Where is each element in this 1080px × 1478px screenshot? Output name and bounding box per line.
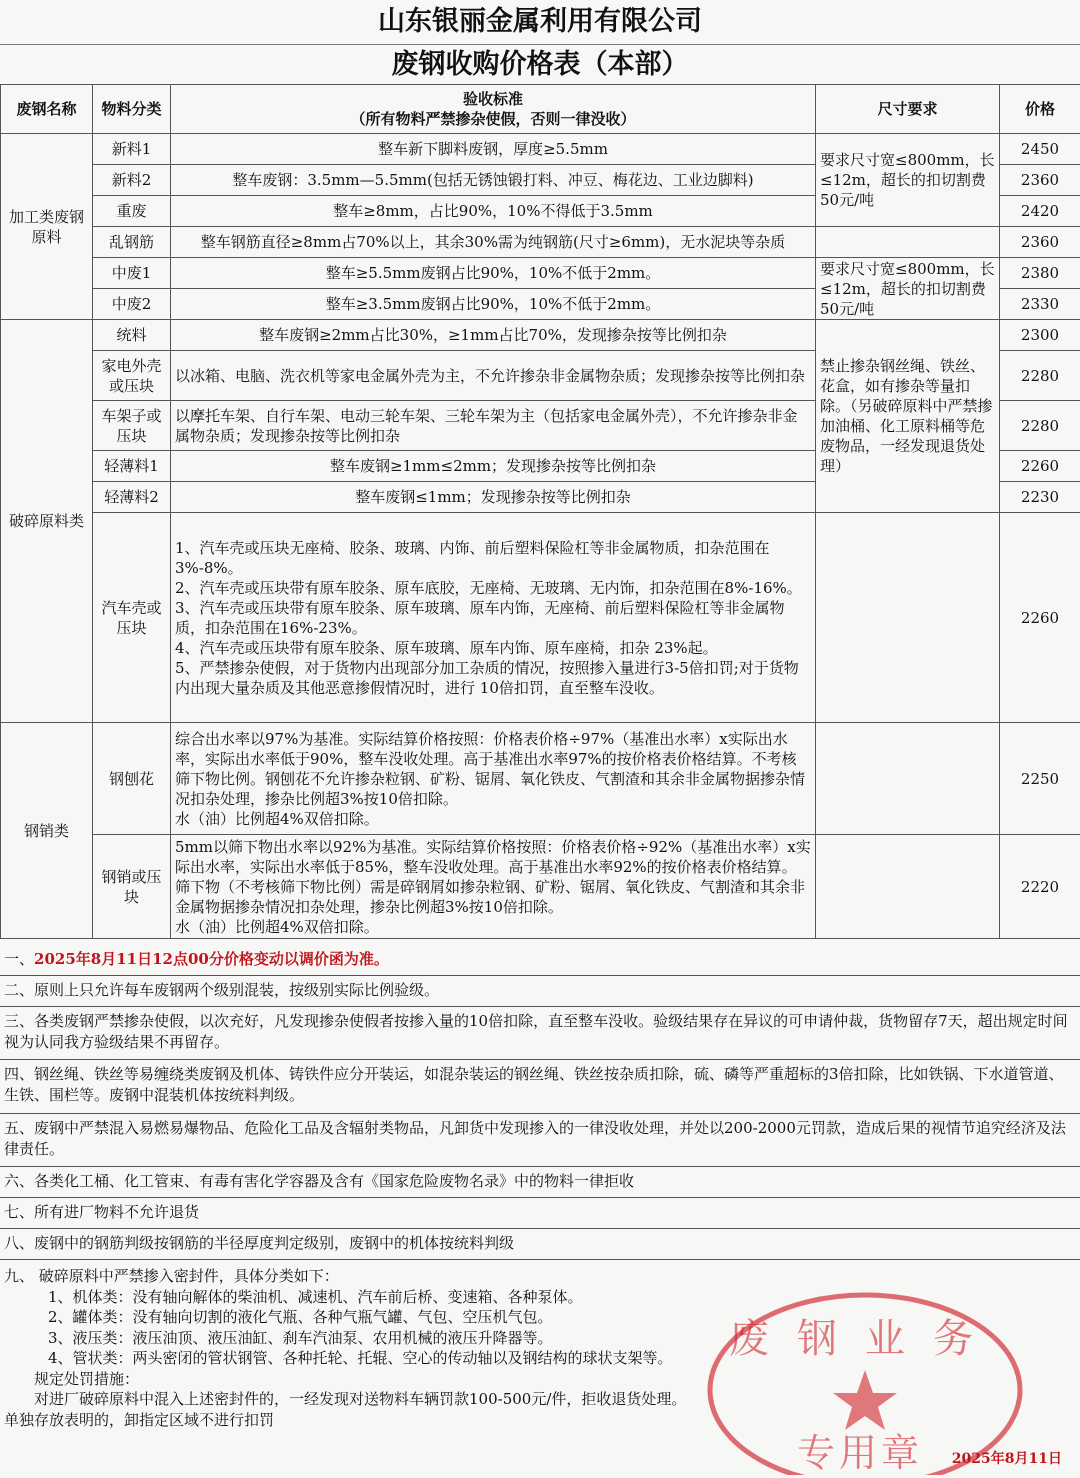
note-9-item: 4、管状类：两头密闭的管状钢管、各种托轮、托辊、空心的传动轴以及钢结构的球状支架等。 <box>48 1349 673 1367</box>
note-7: 七、所有进厂物料不允许退货 <box>0 1198 1080 1229</box>
stamp-top-text: 废钢业务 <box>729 1316 1001 1362</box>
row-category: 新料2 <box>93 165 171 196</box>
row-price: 2250 <box>1000 723 1080 835</box>
note-2: 二、原则上只允许每车废钢两个级别混装，按级别实际比例验级。 <box>0 976 1080 1007</box>
row-price: 2280 <box>1000 351 1080 401</box>
note-1 <box>0 945 1080 976</box>
row-price: 2330 <box>1000 289 1080 320</box>
row-standard: 整车≥5.5mm废钢占比90%，10%不低于2mm。 <box>171 258 816 289</box>
group-processing: 加工类废钢原料 <box>1 134 93 320</box>
header-standard-line1: 验收标准 <box>462 90 523 108</box>
row-price: 2450 <box>1000 134 1080 165</box>
header-standard <box>171 85 816 134</box>
row-price: 2300 <box>1000 320 1080 351</box>
std-line: 2、汽车壳或压块带有原车胶条、原车底胶，无座椅、无玻璃、无内饰，扣杂范围在8%-16%。 <box>175 578 802 597</box>
row-standard: 整车≥3.5mm废钢占比90%，10%不低于2mm。 <box>171 289 816 320</box>
row-category: 钢刨花 <box>93 723 171 835</box>
std-line: 水（油）比例超4%双倍扣除。 <box>175 917 379 936</box>
note-1-prefix: 一、 <box>4 950 35 968</box>
table-row <box>1 835 1080 939</box>
size-empty <box>816 227 1000 258</box>
row-standard <box>171 723 816 835</box>
note-9-last: 单独存放表明的，卸指定区域不进行扣罚 <box>4 1410 275 1429</box>
sheet-title: 废钢收购价格表（本部） <box>391 49 689 80</box>
row-standard: 以冰箱、电脑、洗衣机等家电金属外壳为主，不允许掺杂非金属物杂质；发现掺杂按等比例扣杂 <box>171 351 816 401</box>
table-header-row <box>1 85 1080 134</box>
row-category: 乱钢筋 <box>93 227 171 258</box>
header-name: 废钢名称 <box>1 85 93 134</box>
size-empty <box>816 723 1000 835</box>
row-price: 2260 <box>1000 513 1080 723</box>
note-9-item: 2、罐体类：没有轴向切割的液化气瓶、各种气瓶气罐、气包、空压机气包。 <box>48 1308 553 1326</box>
row-standard: 整车废钢：3.5mm—5.5mm(包括无锈蚀锻打料、冲豆、梅花边、工业边脚料) <box>171 165 816 196</box>
size-empty <box>816 835 1000 939</box>
row-standard <box>171 513 816 723</box>
row-standard <box>171 835 816 939</box>
row-standard: 整车新下脚料废钢，厚度≥5.5mm <box>171 134 816 165</box>
note-1-text: 2025年8月11日12点00分价格变动以调价函为准。 <box>34 950 389 968</box>
note-4: 四、钢丝绳、铁丝等易缠绕类废钢及机体、铸铁件应分开装运，如混杂装运的钢丝绳、铁丝按杂质扣除，硫、磷等严重超标的3倍扣除，比如铁锅、下水道管道、生铁、围栏等。废钢中混装机体按统料判级。 <box>0 1060 1080 1114</box>
size-req-a: 要求尺寸宽≤800mm，长≤12m，超长的扣切割费50元/吨 <box>816 134 1000 227</box>
row-category: 中废2 <box>93 289 171 320</box>
std-line: 5、严禁掺杂使假，对于货物内出现部分加工杂质的情况，按照掺入量进行3-5倍扣罚;对于货物内出现大量杂质及其他恶意掺假情况时，进行 10倍扣罚，直至整车没收。 <box>175 658 799 697</box>
row-price: 2280 <box>1000 401 1080 451</box>
company-title: 山东银丽金属利用有限公司 <box>0 0 1080 45</box>
size-empty <box>816 513 1000 723</box>
row-category: 车架子或压块 <box>93 401 171 451</box>
row-price: 2360 <box>1000 165 1080 196</box>
table-row <box>1 258 1080 289</box>
header-category: 物料分类 <box>93 85 171 134</box>
note-6: 六、各类化工桶、化工管束、有毒有害化学容器及含有《国家危险废物名录》中的物料一律拒收 <box>0 1167 1080 1198</box>
row-category: 新料1 <box>93 134 171 165</box>
row-category: 钢销或压块 <box>93 835 171 939</box>
row-category: 中废1 <box>93 258 171 289</box>
note-5: 五、废钢中严禁混入易燃易爆物品、危险化工品及含辐射类物品，凡卸货中发现掺入的一律没收处理，并处以200-2000元罚款，造成后果的视情节追究经济及法律责任。 <box>0 1114 1080 1167</box>
header-size: 尺寸要求 <box>816 85 1000 134</box>
row-standard: 整车≥8mm，占比90%，10%不得低于3.5mm <box>171 196 816 227</box>
note-8: 八、废钢中的钢筋判级按钢筋的半径厚度判定级别，废钢中的机体按统料判级 <box>0 1229 1080 1260</box>
title-block <box>0 0 1080 85</box>
notes-section <box>0 945 1080 1430</box>
table-row <box>1 513 1080 723</box>
note-9-head: 九、 破碎原料中严禁掺入密封件，具体分类如下： <box>4 1267 339 1285</box>
header-standard-line2: （所有物料严禁掺杂使假，否则一律没收） <box>350 110 636 128</box>
note-9-item: 1、机体类：没有轴向解体的柴油机、减速机、汽车前后桥、变速箱、各种泵体。 <box>48 1287 583 1306</box>
header-price: 价格 <box>1000 85 1080 134</box>
note-9-measures: 对进厂破碎原料中混入上述密封件的，一经发现对送物料车辆罚款100-500元/件，拒收退货处理。 <box>34 1390 687 1408</box>
row-standard: 整车废钢≤1mm；发现掺杂按等比例扣杂 <box>171 482 816 513</box>
std-line: 5mm以筛下物出水率以92%为基准。实际结算价格按照：价格表价格÷92%（基准出水率）x实际出水率，实际出水率低于85%，整车没收处理。高于基准出水率92%的按价格表价格结算。 筛下物（不考核筛下物比例）需是碎钢屑如掺杂粒钢、矿粉、锯屑、氧化铁皮、气割渣和其余非金属物据掺杂情况扣杂处理，掺杂比例超3%按10倍扣除。 <box>175 837 811 916</box>
price-table <box>0 84 1080 939</box>
row-category: 重废 <box>93 196 171 227</box>
table-row <box>1 227 1080 258</box>
row-price: 2220 <box>1000 835 1080 939</box>
stamp-bottom-text: 专用章 <box>796 1431 924 1475</box>
table-row <box>1 723 1080 835</box>
row-price: 2260 <box>1000 451 1080 482</box>
size-req-b: 要求尺寸宽≤800mm，长≤12m，超长的扣切割费50元/吨 <box>816 258 1000 320</box>
std-line: 综合出水率以97%为基准。实际结算价格按照：价格表价格÷97%（基准出水率）x实际出水率，实际出水率低于90%，整车没收处理。高于基准出水率97%的按价格表价格结算。不考核筛下物比例。钢刨花不允许掺杂粒钢、矿粉、锯屑、氧化铁皮、气割渣和其余非金属物据掺杂情况扣杂处理，掺杂比例超3%按10倍扣除。 <box>175 729 806 808</box>
group-crushing: 破碎原料类 <box>1 320 93 723</box>
table-row <box>1 320 1080 351</box>
group-shavings: 钢销类 <box>1 723 93 939</box>
row-category: 汽车壳或压块 <box>93 513 171 723</box>
row-price: 2420 <box>1000 196 1080 227</box>
note-9 <box>0 1260 1080 1430</box>
table-row <box>1 134 1080 165</box>
row-standard: 整车废钢≥2mm占比30%，≥1mm占比70%，发现掺杂按等比例扣杂 <box>171 320 816 351</box>
row-standard: 以摩托车架、自行车架、电动三轮车架、三轮车架为主（包括家电金属外壳），不允许掺杂非金属物杂质；发现掺杂按等比例扣杂 <box>171 401 816 451</box>
note-9-measures-title: 规定处罚措施： <box>34 1369 140 1388</box>
row-category: 家电外壳或压块 <box>93 351 171 401</box>
row-price: 2360 <box>1000 227 1080 258</box>
std-line: 4、汽车壳或压块带有原车胶条、原车玻璃、原车内饰、原车座椅，扣杂 23%起。 <box>175 638 718 657</box>
note-9-item: 3、液压类：液压油顶、液压油缸、刹车汽油泵、农用机械的液压升降器等。 <box>48 1328 553 1347</box>
row-standard: 整车废钢≥1mm≤2mm；发现掺杂按等比例扣杂 <box>171 451 816 482</box>
std-line: 3、汽车壳或压块带有原车胶条、原车玻璃、原车内饰，无座椅、前后塑料保险杠等非金属物质，扣杂范围在16%-23%。 <box>175 598 785 637</box>
std-line: 水（油）比例超4%双倍扣除。 <box>175 809 379 828</box>
document-date: 2025年8月11日 <box>951 1451 1062 1467</box>
row-category: 统料 <box>93 320 171 351</box>
size-req-c: 禁止掺杂钢丝绳、铁丝、花盒，如有掺杂等量扣除。（另破碎原料中严禁掺加油桶、化工原料桶等危废物品，一经发现退货处理） <box>816 320 1000 513</box>
row-price: 2380 <box>1000 258 1080 289</box>
row-standard: 整车钢筋直径≥8mm占70%以上，其余30%需为纯钢筋(尺寸≥6mm)，无水泥块等杂质 <box>171 227 816 258</box>
note-3: 三、各类废钢严禁掺杂使假，以次充好，凡发现掺杂使假者按掺入量的10倍扣除，直至整车没收。验级结果存在异议的可申请仲裁，货物留存7天，超出规定时间视为认同我方验级结果不再留存。 <box>0 1007 1080 1060</box>
row-price: 2230 <box>1000 482 1080 513</box>
row-category: 轻薄料1 <box>93 451 171 482</box>
std-line: 1、汽车壳或压块无座椅、胶条、玻璃、内饰、前后塑料保险杠等非金属物质，扣杂范围在3%-8%。 <box>175 538 770 577</box>
row-category: 轻薄料2 <box>93 482 171 513</box>
